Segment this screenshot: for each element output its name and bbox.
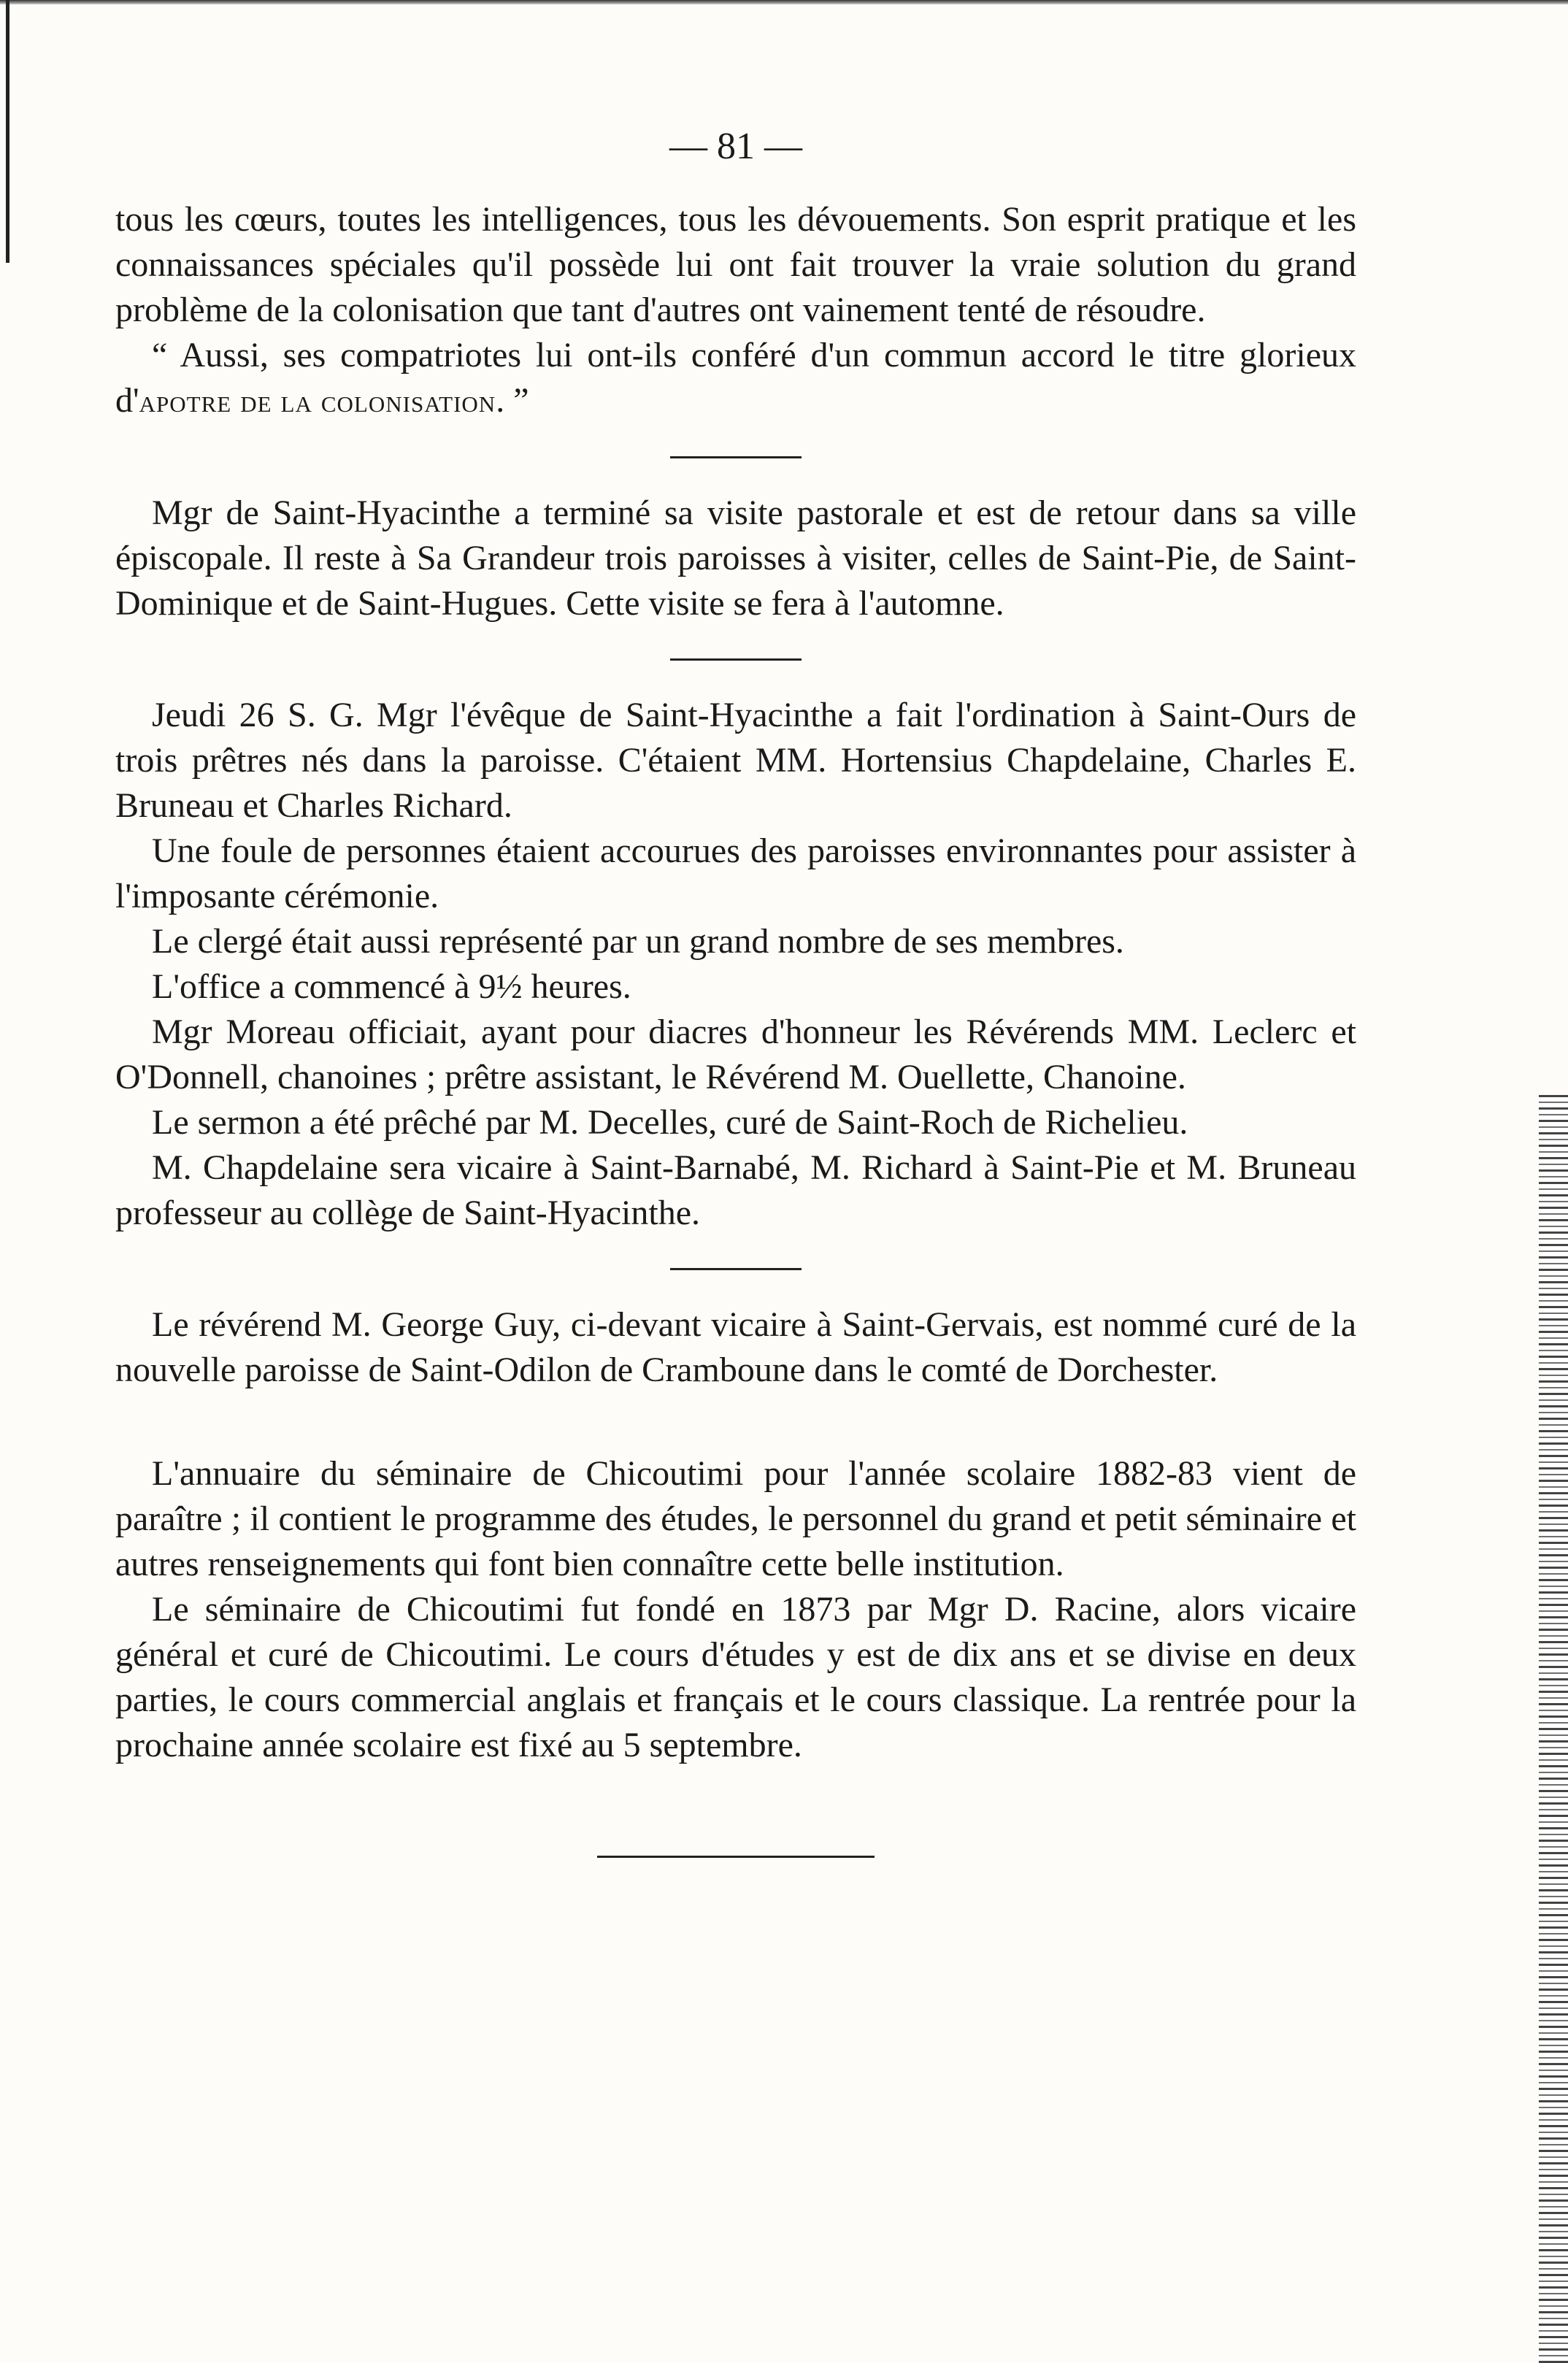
paragraph: Le séminaire de Chicoutimi fut fondé en 1873 par Mgr D. Racine, alors vicaire général et curé de Chicoutimi. Le cours d'études y est de dix ans et se divise en deux parties, le cours commercial anglais et français et le cours classique. La rentrée pour la prochaine année scolaire est fixé au 5 septembre.	[115, 1590, 1356, 1764]
section-spacer	[115, 1393, 1356, 1451]
paragraph: Le sermon a été prêché par M. Decelles, curé de Saint-Roch de Richelieu.	[152, 1103, 1188, 1142]
section-ordination	[115, 693, 1356, 1236]
section-colonisation	[115, 197, 1356, 424]
page-number: — 81 —	[669, 126, 802, 167]
section-divider	[670, 456, 802, 458]
paragraph: Une foule de personnes étaient accourues des paroisses environnantes pour assister à l'imposante cérémonie.	[115, 831, 1356, 915]
section-seminaire	[115, 1451, 1356, 1768]
section-divider	[670, 1268, 802, 1270]
paragraph: Jeudi 26 S. G. Mgr l'évêque de Saint-Hyacinthe a fait l'ordination à Saint-Ours de trois prêtres nés dans la paroisse. C'étaient MM. Hortensius Chapdelaine, Charles E. Bruneau et Charles Richard.	[115, 696, 1356, 825]
paragraph: Le révérend M. George Guy, ci-devant vicaire à Saint-Gervais, est nommé curé de la nouvelle paroisse de Saint-Odilon de Cramboune dans le comté de Dorchester.	[115, 1305, 1356, 1389]
paragraph: Mgr Moreau officiait, ayant pour diacres d'honneur les Révérends MM. Leclerc et O'Donnell, chanoines ; prêtre assistant, le Révérend M. Ouellette, Chanoine.	[115, 1013, 1356, 1096]
quote-title: apotre de la colonisation	[139, 383, 496, 419]
section-nomination	[115, 1302, 1356, 1393]
paragraph: tous les cœurs, toutes les intelligences, tous les dévouements. Son esprit pratique et les connaissances spéciales qu'il possède lui ont fait trouver la vraie solution du grand problème de la colonisation que tant d'autres ont vainement tenté de résoudre.	[115, 200, 1356, 329]
paragraph: L'annuaire du séminaire de Chicoutimi pour l'année scolaire 1882-83 vient de paraître ; il contient le programme des études, le personnel du grand et petit séminaire et autres renseignements qui font bien connaître cette belle institution.	[115, 1454, 1356, 1583]
scan-edge-top	[0, 0, 1568, 4]
page-body	[115, 124, 1356, 1890]
section-divider	[670, 658, 802, 661]
paragraph: Mgr de Saint-Hyacinthe a terminé sa visite pastorale et est de retour dans sa ville épiscopale. Il reste à Sa Grandeur trois paroisses à visiter, celles de Saint-Pie, de Saint-Dominique et de Saint-Hugues. Cette visite se fera à l'automne.	[115, 493, 1356, 623]
paragraph: M. Chapdelaine sera vicaire à Saint-Barnabé, M. Richard à Saint-Pie et M. Bruneau professeur au collège de Saint-Hyacinthe.	[115, 1148, 1356, 1232]
scan-edge-right	[1539, 1095, 1568, 2363]
scan-edge-left	[6, 0, 9, 263]
section-visite-pastorale	[115, 491, 1356, 626]
paragraph: Le clergé était aussi représenté par un grand nombre de ses membres.	[152, 922, 1124, 961]
paragraph-quote	[115, 333, 1356, 424]
quote-text: “ Aussi, ses compatriotes lui ont-ils conféré d'un commun accord le titre glorieux d'	[115, 336, 1356, 420]
paragraph: L'office a commencé à 9½ heures.	[152, 967, 631, 1006]
quote-end: . ”	[496, 381, 529, 420]
end-divider	[597, 1856, 875, 1858]
